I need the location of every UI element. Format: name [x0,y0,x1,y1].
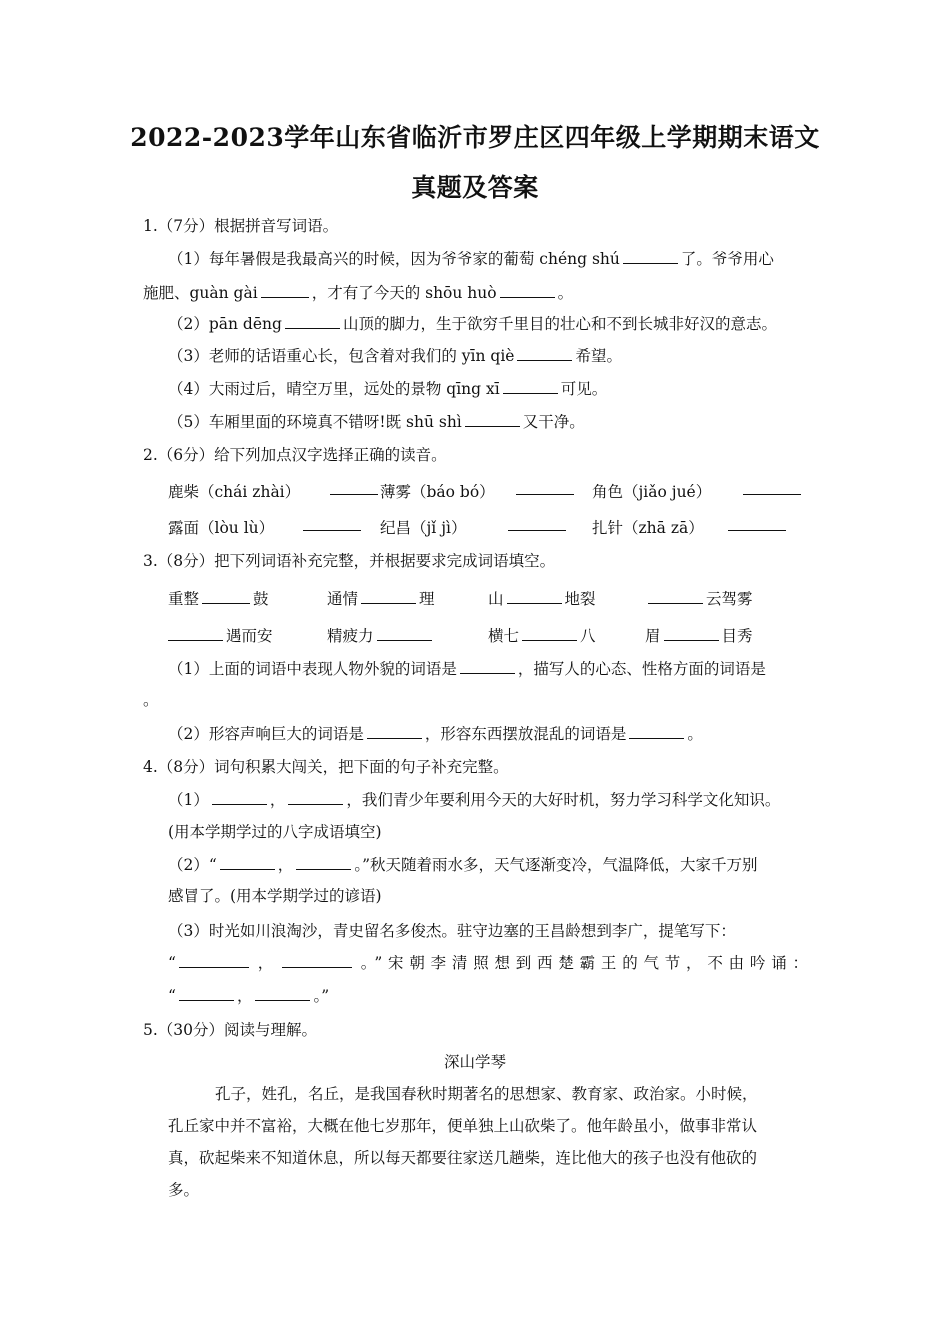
answer-blank[interactable] [168,626,223,641]
q3-word: 遇而安 [165,624,273,646]
answer-blank[interactable] [517,346,572,361]
q2-item: 角色（jiǎo jué） [592,483,712,501]
answer-blank[interactable] [629,724,684,739]
q4-sub1-note: (用本学期学过的八字成语填空) [168,823,382,841]
q3-word: 精疲力 [327,624,435,646]
answer-blank[interactable] [255,986,310,1001]
q3-sub2: （2）形容声响巨大的词语是 ，形容东西摆放混乱的词语是 。 [168,725,703,743]
q4-sub1: （1） ， ，我们青少年要利用今天的大好时机，努力学习科学文化知识。 [168,791,781,809]
answer-blank[interactable] [261,283,309,298]
q4-sub3-line2: “ ， 。”宋朝李清照想到西楚霸王的气节，不由吟诵： [168,954,808,972]
answer-blank[interactable] [465,412,520,427]
q3-word: 眉 目秀 [645,627,753,645]
answer-blank[interactable] [664,626,719,641]
q4-sub3-line3: “ ， 。” [168,987,330,1005]
answer-blank[interactable] [743,480,801,495]
q3-word: 横七 八 [488,627,596,645]
answer-blank[interactable] [460,659,515,674]
q3-word: 山 地裂 [488,590,596,608]
answer-blank[interactable] [728,516,786,531]
q3-sub1: （1）上面的词语中表现人物外貌的词语是 ，描写人的心态、性格方面的词语是 [168,660,766,678]
q1-sub5: （5）车厢里面的环境真不错呀!既 shū shì 又干净。 [168,413,585,431]
answer-blank[interactable] [500,283,555,298]
answer-blank[interactable] [508,516,566,531]
q1-sub1: （1）每年暑假是我最高兴的时候，因为爷爷家的葡萄 chéng shú 了。爷爷用心 [168,250,774,268]
answer-blank[interactable] [507,589,562,604]
answer-blank[interactable] [285,314,340,329]
q4-sub2: （2）“ ， 。”秋天随着雨水多，天气逐渐变冷，气温降低，大家千万别 [168,856,758,874]
essay-title: 深山学琴 [443,1053,506,1071]
q2-item: 鹿柴（chái zhài） [168,483,301,501]
q3-sub1-end: 。 [143,691,159,709]
q2-item: 纪昌（jǐ jì） [380,519,467,537]
answer-blank[interactable] [202,589,250,604]
q3-stem: 3.（8分）把下列词语补充完整，并根据要求完成词语填空。 [143,552,556,570]
q3-word: 通情 理 [327,590,435,608]
q4-stem: 4.（8分）词句积累大闯关，把下面的句子补充完整。 [143,758,509,776]
q2-item: 薄雾（báo bó） [380,483,495,501]
essay-paragraph-line: 孔子，姓孔，名丘，是我国春秋时期著名的思想家、教育家、政治家。小时候， [215,1085,758,1103]
essay-paragraph-line: 多。 [168,1181,200,1199]
answer-blank[interactable] [503,379,558,394]
answer-blank[interactable] [367,724,422,739]
answer-blank[interactable] [516,480,574,495]
q4-sub2-note: 感冒了。(用本学期学过的谚语) [168,887,382,905]
q5-stem: 5.（30分）阅读与理解。 [143,1021,318,1039]
q3-word: 重整 鼓 [168,590,269,608]
answer-blank[interactable] [282,953,352,968]
q1-stem: 1.（7分）根据拼音写词语。 [143,217,339,235]
answer-blank[interactable] [179,953,249,968]
answer-blank[interactable] [220,855,275,870]
q1-sub1-cont: 施肥、guàn gài ，才有了今天的 shōu huò 。 [143,284,574,302]
q2-item: 扎针（zhā zā） [592,519,704,537]
q2-item: 露面（lòu lù） [168,519,275,537]
answer-blank[interactable] [179,986,234,1001]
q2-stem: 2.（6分）给下列加点汉字选择正确的读音。 [143,446,447,464]
answer-blank[interactable] [212,790,267,805]
essay-paragraph-line: 孔丘家中并不富裕，大概在他七岁那年，便单独上山砍柴了。他年龄虽小，做事非常认 [168,1117,758,1135]
answer-blank[interactable] [296,855,351,870]
q1-sub4: （4）大雨过后，晴空万里，远处的景物 qīng xī 可见。 [168,380,608,398]
answer-blank[interactable] [648,589,703,604]
answer-blank[interactable] [361,589,416,604]
page-title: 2022-2023学年山东省临沂市罗庄区四年级上学期期末语文 [130,123,820,152]
answer-blank[interactable] [288,790,343,805]
answer-blank[interactable] [623,249,678,264]
q3-word: 云驾雾 [645,587,753,609]
answer-blank[interactable] [522,626,577,641]
q1-sub2: （2）pān dēng 山顶的脚力，生于欲穷千里目的壮心和不到长城非好汉的意志。 [168,315,777,333]
q4-sub3: （3）时光如川浪淘沙，青史留名多俊杰。驻守边塞的王昌龄想到李广，提笔写下： [168,922,736,940]
q1-sub3: （3）老师的话语重心长，包含着对我们的 yīn qiè 希望。 [168,347,622,365]
answer-blank[interactable] [303,516,361,531]
page-title-line2: 真题及答案 [411,173,539,202]
answer-blank[interactable] [377,626,432,641]
essay-paragraph-line: 真，砍起柴来不知道休息，所以每天都要往家送几趟柴，连比他大的孩子也没有他砍的 [168,1149,758,1167]
answer-blank[interactable] [330,480,378,495]
